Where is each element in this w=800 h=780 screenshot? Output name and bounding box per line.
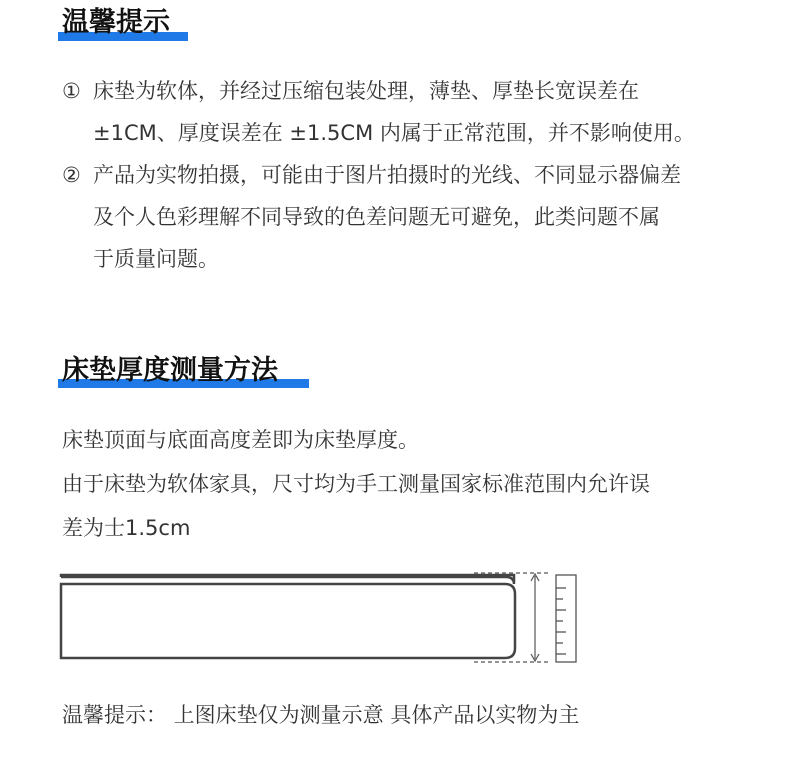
- tip-item-1: [62, 70, 752, 154]
- measure-line-1: 床垫顶面与底面高度差即为床垫厚度。: [62, 428, 419, 452]
- tip-number: ②: [62, 163, 81, 187]
- tip-number: ①: [62, 79, 81, 103]
- tip-text: 及个人色彩理解不同导致的色差问题无可避免，此类问题不属: [93, 205, 660, 229]
- tip-item-2: [62, 154, 752, 280]
- measure-text: [62, 418, 650, 550]
- mattress-outline: [61, 575, 515, 658]
- mattress-body: [61, 584, 515, 658]
- section-title-tips: 温馨提示: [62, 7, 170, 38]
- section-title-measure: 床垫厚度测量方法: [62, 355, 278, 386]
- measure-line-2: 由于床垫为软体家具，尺寸均为手工测量国家标准范围内允许误: [62, 472, 650, 496]
- height-arrow: [531, 574, 539, 661]
- measure-line-3: 差为士1.5cm: [62, 516, 191, 540]
- ruler-icon: [556, 575, 576, 662]
- tip-text: ±1CM、厚度误差在 ±1.5CM 内属于正常范围，并不影响使用。: [93, 121, 695, 145]
- tip-text: 产品为实物拍摄，可能由于图片拍摄时的光线、不同显示器偏差: [93, 163, 681, 187]
- mattress-thickness-diagram: [58, 566, 588, 666]
- tip-text: 于质量问题。: [93, 247, 219, 271]
- diagram-footnote: 温馨提示： 上图床垫仅为测量示意 具体产品以实物为主: [62, 703, 580, 727]
- tips-list: [62, 70, 752, 280]
- tip-text: 床垫为软体，并经过压缩包装处理，薄垫、厚垫长宽误差在: [93, 79, 639, 103]
